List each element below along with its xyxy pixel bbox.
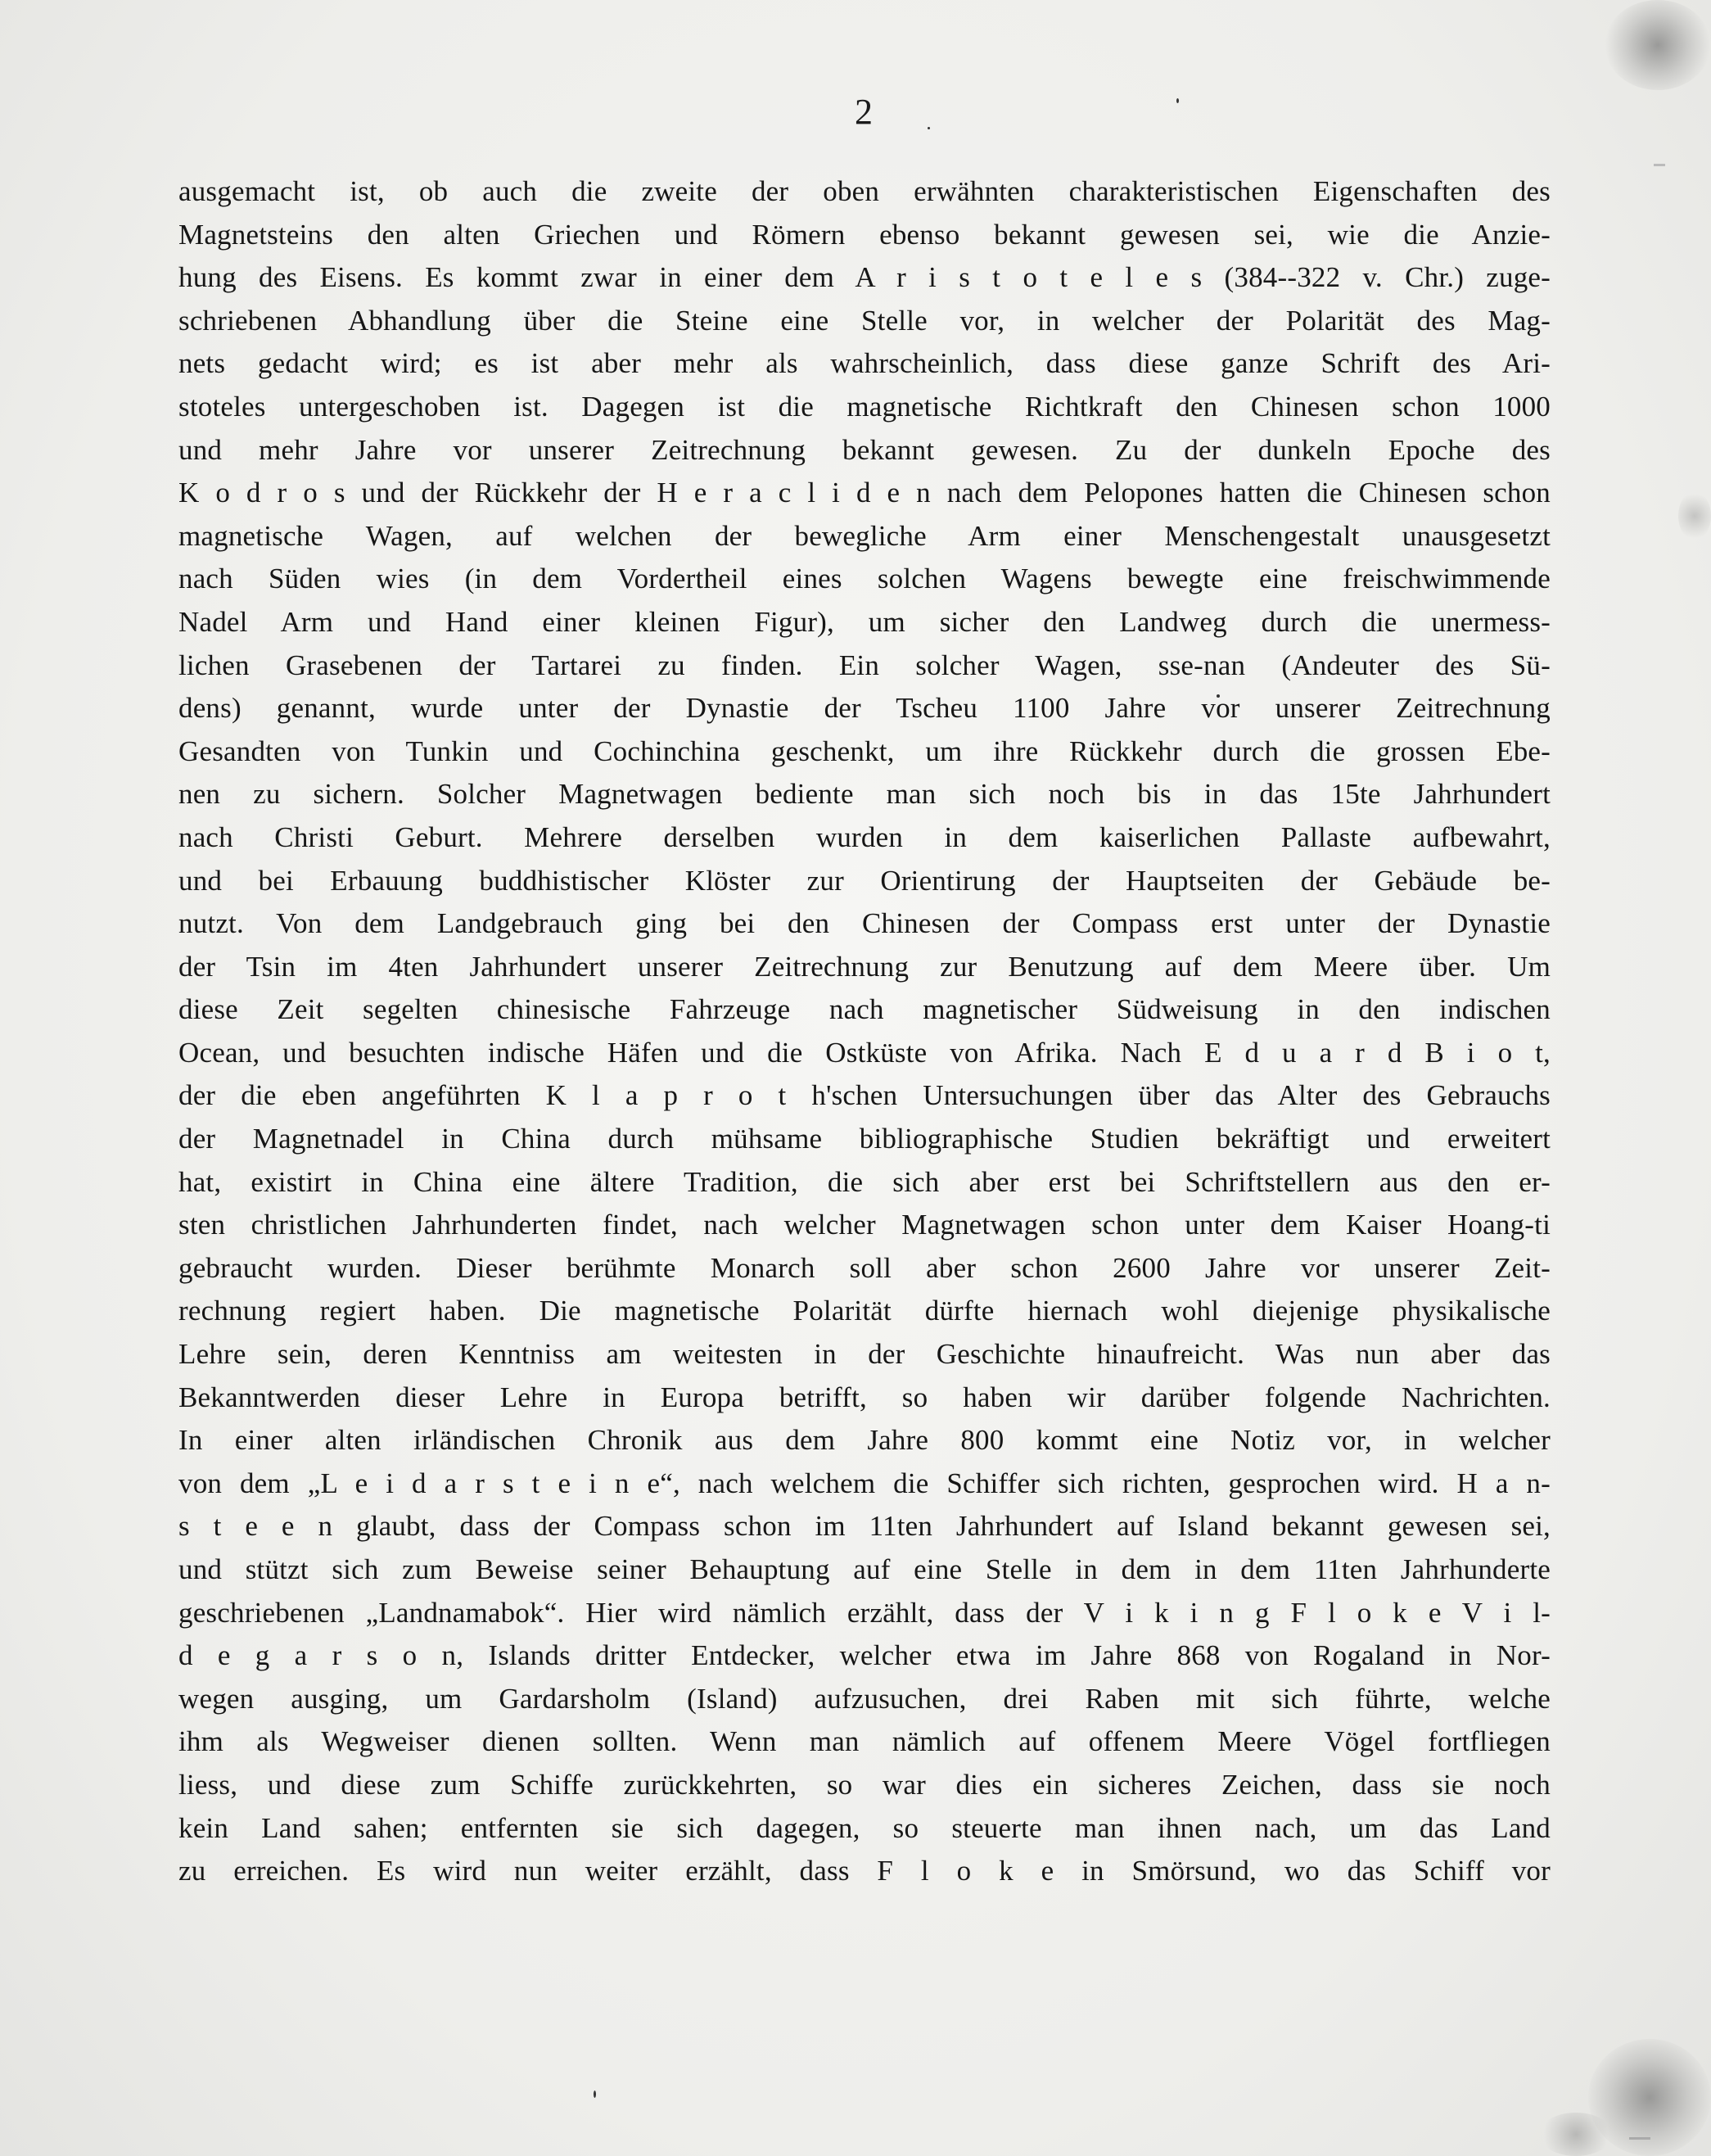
text-line: hung des Eisens. Es kommt zwar in einer dem A r i s t o t e l e s (384--322 v. Chr.) zuge- xyxy=(178,261,1551,294)
text-line: wegen ausging, um Gardarsholm (Island) aufzusuchen, drei Raben mit sich führte, welche xyxy=(178,1682,1551,1715)
text-line: K o d r o s und der Rückkehr der H e r a c l i d e n nach dem Pelopones hatten die Chinesen schon xyxy=(178,477,1551,509)
text-line: und stützt sich zum Beweise seiner Behauptung auf eine Stelle in dem in dem 11ten Jahrhunderte xyxy=(178,1553,1551,1585)
text-line: d e g a r s o n, Islands dritter Entdecker, welcher etwa im Jahre 868 von Rogaland in Nor- xyxy=(178,1639,1551,1672)
text-line: nutzt. Von dem Landgebrauch ging bei den Chinesen der Compass erst unter der Dynastie xyxy=(178,907,1551,940)
text-line: der die eben angeführten K l a p r o t h'schen Untersuchungen über das Alter des Gebrauchs xyxy=(178,1079,1551,1112)
text-line: stoteles untergeschoben ist. Dagegen ist die magnetische Richtkraft den Chinesen schon 1000 xyxy=(178,390,1551,423)
page-number: 2 xyxy=(855,92,873,132)
text-line: Lehre sein, deren Kenntniss am weitesten in der Geschichte hinaufreicht. Was nun aber das xyxy=(178,1338,1551,1371)
text-line: dens) genannt, wurde unter der Dynastie der Tscheu 1100 Jahre vor unserer Zeitrechnung xyxy=(178,692,1551,725)
text-line: gebraucht wurden. Dieser berühmte Monarch soll aber schon 2600 Jahre vor unserer Zeit- xyxy=(178,1251,1551,1284)
text-line: der Magnetnadel in China durch mühsame bibliographische Studien bekräftigt und erweitert xyxy=(178,1123,1551,1155)
text-line: nen zu sichern. Solcher Magnetwagen bediente man sich noch bis in das 15te Jahrhundert xyxy=(178,778,1551,811)
ink-speck xyxy=(594,2090,596,2098)
text-line: sten christlichen Jahrhunderten findet, nach welcher Magnetwagen schon unter dem Kaiser Hoang-ti xyxy=(178,1209,1551,1241)
ink-speck xyxy=(928,127,930,129)
text-line: ausgemacht ist, ob auch die zweite der oben erwähnten charakteristischen Eigenschaften des xyxy=(178,175,1551,207)
edge-stain-right xyxy=(1678,491,1711,540)
text-line: zu erreichen. Es wird nun weiter erzählt, dass F l o k e in Smörsund, wo das Schiff vor xyxy=(178,1855,1551,1887)
text-line: lichen Grasebenen der Tartarei zu finden. Ein solcher Wagen, sse-nan (Andeuter des Sü- xyxy=(178,649,1551,681)
text-line: diese Zeit segelten chinesische Fahrzeuge nach magnetischer Südweisung in den indischen xyxy=(178,993,1551,1026)
text-line: Magnetsteins den alten Griechen und Römern ebenso bekannt gewesen sei, wie die Anzie- xyxy=(178,218,1551,251)
text-line: und bei Erbauung buddhistischer Klöster zur Orientirung der Hauptseiten der Gebäude be- xyxy=(178,864,1551,897)
stain-bottom xyxy=(1539,2113,1613,2156)
corner-stain-top-right xyxy=(1605,0,1711,90)
text-line: kein Land sahen; entfernten sie sich dagegen, so steuerte man ihnen nach, um das Land xyxy=(178,1811,1551,1844)
text-line: schriebenen Abhandlung über die Steine eine Stelle vor, in welcher der Polarität des Mag- xyxy=(178,304,1551,337)
text-line: nets gedacht wird; es ist aber mehr als wahrscheinlich, dass diese ganze Schrift des Ari- xyxy=(178,347,1551,380)
text-line: magnetische Wagen, auf welchen der bewegliche Arm einer Menschengestalt unausgesetzt xyxy=(178,519,1551,552)
text-line: In einer alten irländischen Chronik aus dem Jahre 800 kommt eine Notiz vor, in welcher xyxy=(178,1424,1551,1457)
ink-speck xyxy=(1176,98,1179,103)
text-line: liess, und diese zum Schiffe zurückkehrten, so war dies ein sicheres Zeichen, dass sie noch xyxy=(178,1768,1551,1801)
edge-mark xyxy=(1629,2137,1650,2140)
text-line: nach Christi Geburt. Mehrere derselben wurden in dem kaiserlichen Pallaste aufbewahrt, xyxy=(178,820,1551,853)
text-line: geschriebenen „Landnamabok“. Hier wird nämlich erzählt, dass der V i k i n g F l o k e V i l- xyxy=(178,1596,1551,1629)
text-line: Gesandten von Tunkin und Cochinchina geschenkt, um ihre Rückkehr durch die grossen Ebe- xyxy=(178,734,1551,767)
body-text xyxy=(178,170,1551,1893)
text-line: nach Süden wies (in dem Vordertheil eines solchen Wagens bewegte eine freischwimmende xyxy=(178,563,1551,595)
edge-mark xyxy=(1654,164,1665,166)
text-line: der Tsin im 4ten Jahrhundert unserer Zeitrechnung zur Benutzung auf dem Meere über. Um xyxy=(178,950,1551,983)
text-line: rechnung regiert haben. Die magnetische Polarität dürfte hiernach wohl diejenige physikalische xyxy=(178,1295,1551,1327)
text-line: von dem „L e i d a r s t e i n e“, nach welchem die Schiffer sich richten, gesprochen wird. H a n- xyxy=(178,1467,1551,1499)
text-line: Nadel Arm und Hand einer kleinen Figur), um sicher den Landweg durch die unermess- xyxy=(178,605,1551,638)
text-line: ihm als Wegweiser dienen sollten. Wenn man nämlich auf offenem Meere Vögel fortfliegen xyxy=(178,1725,1551,1758)
text-line: und mehr Jahre vor unserer Zeitrechnung bekannt gewesen. Zu der dunkeln Epoche des xyxy=(178,433,1551,466)
text-line: s t e e n glaubt, dass der Compass schon im 11ten Jahrhundert auf Island bekannt gewesen sei, xyxy=(178,1510,1551,1543)
text-line: Ocean, und besuchten indische Häfen und die Ostküste von Afrika. Nach E d u a r d B i o t, xyxy=(178,1036,1551,1069)
text-line: hat, existirt in China eine ältere Tradition, die sich aber erst bei Schriftstellern aus den er- xyxy=(178,1165,1551,1198)
text-line: Bekanntwerden dieser Lehre in Europa betrifft, so haben wir darüber folgende Nachrichten. xyxy=(178,1381,1551,1413)
